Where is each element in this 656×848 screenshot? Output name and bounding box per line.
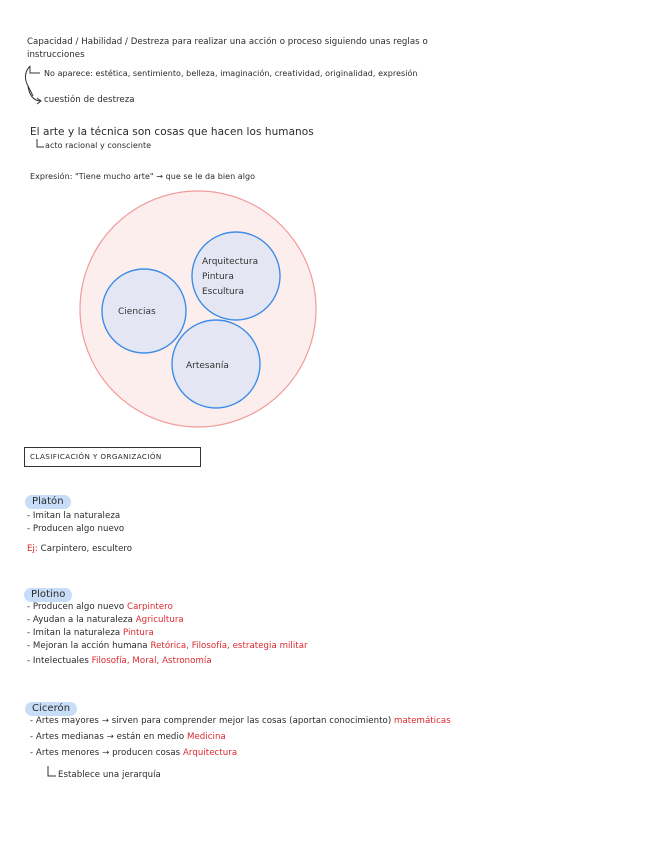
plotino-example: Carpintero: [127, 602, 173, 612]
platon-item-1: - Imitan la naturaleza: [27, 511, 121, 521]
plotino-item: - Producen algo nuevo Carpintero: [27, 602, 173, 612]
definition-line-2: instrucciones: [27, 50, 85, 60]
ciceron-item: - Artes menores → producen cosas Arquitectura: [30, 748, 238, 758]
plotino-item: - Mejoran la acción humana Retórica, Filosofía, estrategia militar: [27, 641, 308, 651]
art-technique-line-2: acto racional y consciente: [45, 141, 152, 150]
plotino-example: Agricultura: [135, 615, 184, 625]
venn-arts-label-1: Arquitectura: [202, 257, 259, 267]
venn-crafts-label: Artesanía: [186, 361, 229, 371]
ciceron-example: Arquitectura: [183, 748, 238, 758]
ciceron-hook-icon: [48, 766, 56, 776]
definition-branch-1: No aparece: estética, sentimiento, belleza, imaginación, creatividad, originalidad, expresión: [44, 69, 418, 78]
venn-arts-label-2: Pintura: [202, 272, 234, 282]
definition-line-1: Capacidad / Habilidad / Destreza para realizar una acción o proceso siguiendo unas reglas o: [27, 37, 428, 47]
definition-bracket: [25, 66, 40, 96]
plotino-example: Retórica, Filosofía, estrategia militar: [150, 641, 308, 651]
plotino-item: - Imitan la naturaleza Pintura: [27, 628, 154, 638]
venn-arts-label-3: Escultura: [202, 287, 244, 297]
platon-example: [27, 544, 132, 554]
art-technique-line-1: El arte y la técnica son cosas que hacen los humanos: [30, 126, 314, 138]
plotino-item: - Intelectuales Filosofía, Moral, Astronomía: [27, 656, 212, 666]
ciceron-item: - Artes mayores → sirven para comprender mejor las cosas (aportan conocimiento) matemáticas: [30, 716, 451, 726]
platon-title: Platón: [25, 495, 71, 509]
art-hook-icon: [37, 139, 44, 147]
plotino-item: - Ayudan a la naturaleza Agricultura: [27, 615, 184, 625]
ciceron-title: Cicerón: [25, 702, 77, 716]
plotino-title: Plotino: [24, 588, 72, 602]
platon-item-2: - Producen algo nuevo: [27, 524, 125, 534]
ciceron-example: matemáticas: [394, 716, 451, 726]
platon-example-text: Carpintero, escultero: [40, 544, 133, 554]
plotino-example: Filosofía, Moral, Astronomía: [91, 656, 212, 666]
ciceron-item: - Artes medianas → están en medio Medicina: [30, 732, 226, 742]
definition-branch-2: cuestión de destreza: [44, 95, 135, 105]
ciceron-example: Medicina: [186, 732, 226, 742]
expression-line: Expresión: "Tiene mucho arte" → que se le da bien algo: [30, 172, 256, 181]
classification-title: CLASIFICACIÓN Y ORGANIZACIÓN: [24, 447, 201, 467]
platon-example-prefix: Ej:: [27, 544, 38, 554]
ciceron-note: Establece una jerarquía: [58, 770, 161, 780]
venn-sciences-label: Ciencias: [118, 307, 156, 317]
plotino-example: Pintura: [123, 628, 154, 638]
